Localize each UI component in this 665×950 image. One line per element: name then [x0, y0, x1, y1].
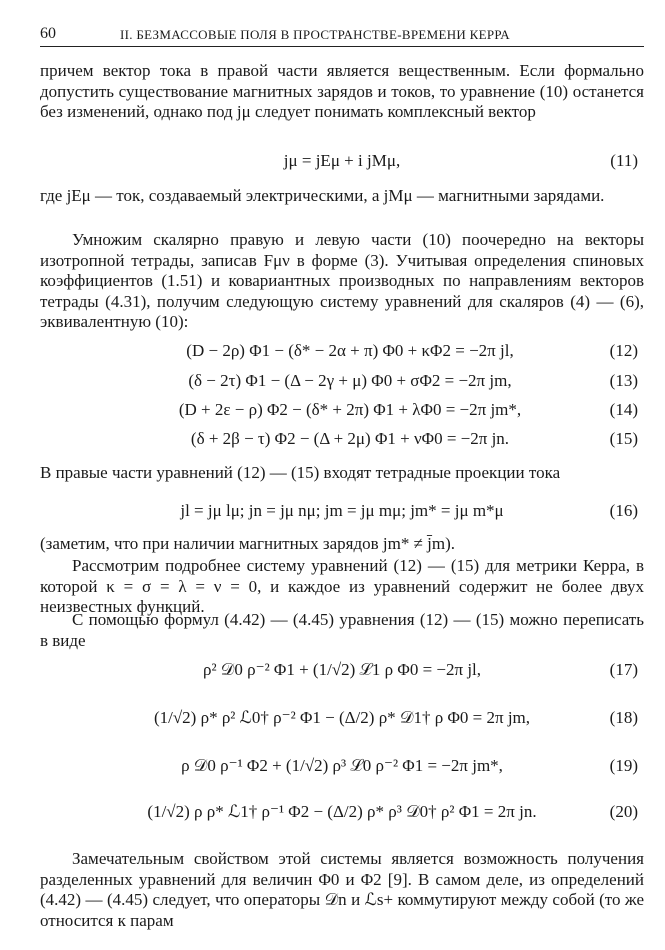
- paragraph-kerr-metric: Рассмотрим подробнее систему уравнений (12) — (15) для метрики Керра, в которой κ = σ = λ = ν = 0, и каждое из уравнений содержит не более двух неизвестных функций.: [40, 556, 644, 616]
- paragraph-rewrite: С помощью формул (4.42) — (4.45) уравнения (12) — (15) можно переписать в виде: [40, 610, 644, 650]
- equation-12: [40, 341, 644, 367]
- equation-11: [40, 151, 644, 177]
- equation-formula: (δ + 2β − τ) Φ2 − (Δ + 2μ) Φ1 + νΦ0 = −2π jn.: [190, 429, 510, 448]
- paragraph-current-vector: причем вектор тока в правой части является вещественным. Если формально допустить существование магнитных зарядов и токов, то уравнение (10) останется без изменений, однако под jμ следует понимать комплексный вектор: [40, 61, 644, 121]
- equation-number: (15): [609, 429, 638, 448]
- equation-number: (13): [609, 371, 638, 390]
- equation-formula: jl = jμ lμ; jn = jμ nμ; jm = jμ mμ; jm* = jμ m*μ: [180, 501, 504, 520]
- paragraph-currents-definition: где jEμ — ток, создаваемый электрическими, а jMμ — магнитными зарядами.: [40, 186, 605, 205]
- equation-formula: (δ − 2τ) Φ1 − (Δ − 2γ + μ) Φ0 + σΦ2 = −2π jm,: [188, 371, 512, 390]
- equation-number: (16): [609, 501, 638, 520]
- equation-formula: (1/√2) ρ ρ* ℒ1† ρ⁻¹ Φ2 − (Δ/2) ρ* ρ³ 𝒟0† ρ² Φ1 = 2π jn.: [147, 802, 537, 821]
- paragraph-magnetic-note: (заметим, что при наличии магнитных зарядов jm* ≠ j̄m).: [40, 534, 456, 553]
- page-number: 60: [40, 25, 56, 42]
- equation-number: (18): [609, 708, 638, 727]
- equation-18: [40, 708, 644, 734]
- equation-formula: ρ² 𝒟0 ρ⁻² Φ1 + (1/√2) ℒ1 ρ Φ0 = −2π jl,: [202, 660, 482, 679]
- equation-13: [40, 371, 644, 397]
- equation-number: (14): [609, 400, 638, 419]
- equation-number: (19): [609, 756, 638, 775]
- equation-17: [40, 660, 644, 686]
- running-title: II. БЕЗМАССОВЫЕ ПОЛЯ В ПРОСТРАНСТВЕ-ВРЕМЕНИ КЕРРА: [120, 27, 510, 42]
- equation-formula: ρ 𝒟0 ρ⁻¹ Φ2 + (1/√2) ρ³ ℒ0 ρ⁻² Φ1 = −2π jm*,: [181, 756, 503, 775]
- equation-number: (12): [609, 341, 638, 360]
- equation-20: [40, 802, 644, 828]
- equation-formula: jμ = jEμ + i jMμ,: [283, 151, 401, 170]
- equation-16: [40, 501, 644, 527]
- equation-14: [40, 400, 644, 426]
- equation-number: (17): [609, 660, 638, 679]
- paragraph-current-projections: В правые части уравнений (12) — (15) входят тетрадные проекции тока: [40, 463, 561, 482]
- equation-19: [40, 756, 644, 782]
- equation-15: [40, 429, 644, 455]
- page-header: [40, 25, 640, 45]
- equation-formula: (D + 2ε − ρ) Φ2 − (δ* + 2π) Φ1 + λΦ0 = −2π jm*,: [178, 400, 522, 419]
- equation-formula: (1/√2) ρ* ρ² ℒ0† ρ⁻² Φ1 − (Δ/2) ρ* 𝒟1† ρ Φ0 = 2π jm,: [153, 708, 531, 727]
- header-rule: [40, 46, 644, 47]
- equation-number: (20): [609, 802, 638, 821]
- equation-number: (11): [610, 151, 638, 170]
- equation-formula: (D − 2ρ) Φ1 − (δ* − 2α + π) Φ0 + κΦ2 = −2π jl,: [186, 341, 514, 360]
- paragraph-separation-property: Замечательным свойством этой системы является возможность получения разделенных уравнений для величин Φ0 и Φ2 [9]. В самом деле, из определений (4.42) — (4.45) следует, что операторы 𝒟n и ℒs+ коммутируют между собой (то же относится к парам: [40, 849, 644, 930]
- paragraph-tetrad-projection: Умножим скалярно правую и левую части (10) поочередно на векторы изотропной тетрады, записав Fμν в форме (3). Учитывая определения спиновых коэффициентов (1.51) и ковариантных производных по направлениям векторов тетрады (4.31), получим следующую систему уравнений для скаляров (4) — (6), эквивалентную (10):: [40, 230, 644, 331]
